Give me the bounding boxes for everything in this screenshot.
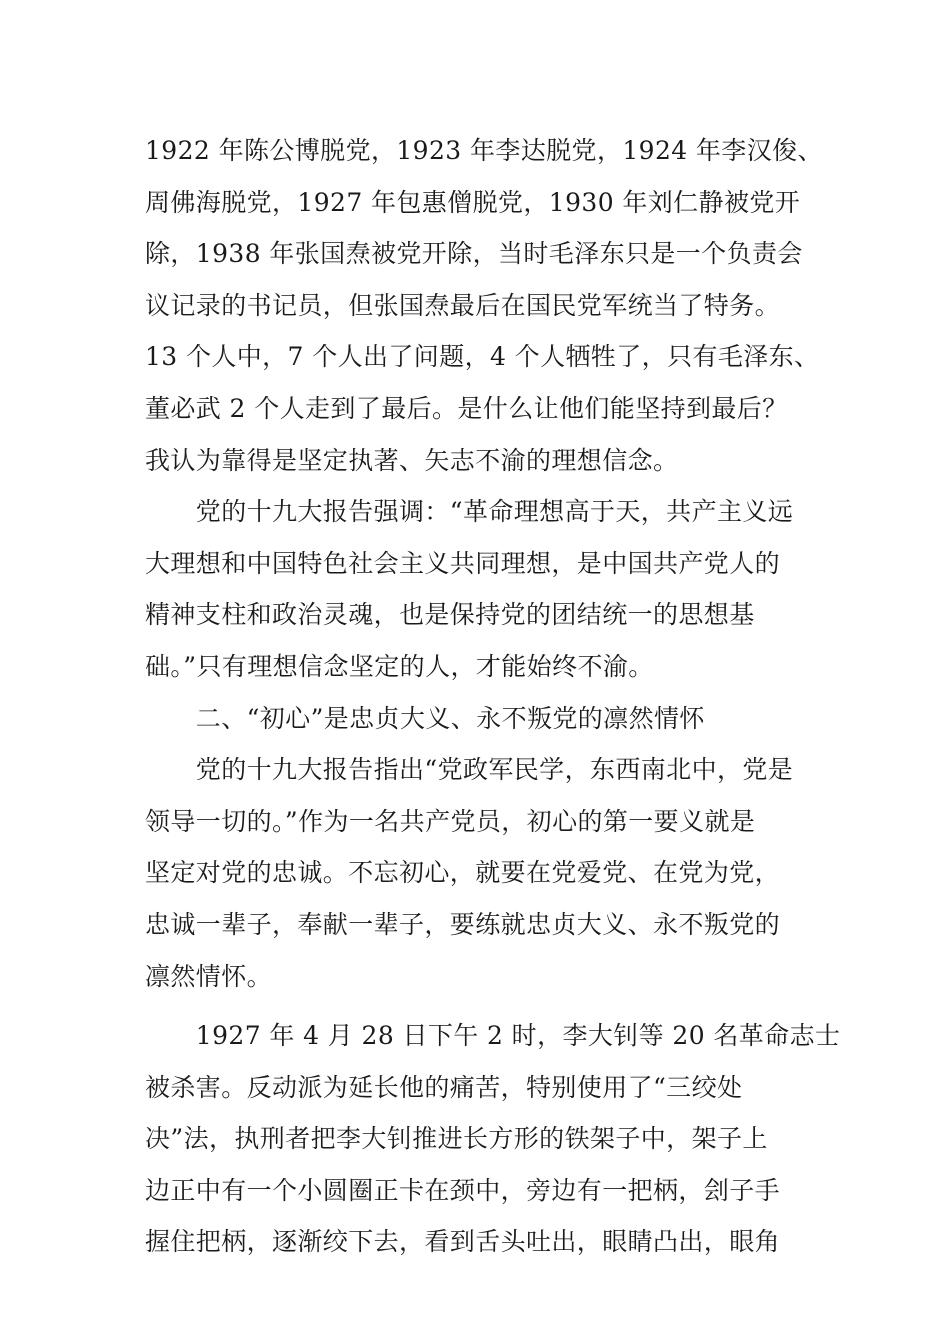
text-line: 1922 年陈公博脱党，1923 年李达脱党，1924 年李汉俊、 (145, 136, 823, 165)
text-line: 1927 年 4 月 28 日下午 2 时，李大钊等 20 名革命志士 (145, 1021, 841, 1051)
text-line: 精神支柱和政治灵魂，也是保持党的团结统一的思想基 (145, 600, 755, 630)
text-line: 议记录的书记员，但张国焘最后在国民党军统当了特务。 (145, 290, 781, 320)
text-line: 党的十九大报告强调：“革命理想高于天，共产主义远 (145, 497, 794, 527)
document-body (145, 125, 841, 1268)
text-line: 决”法，执刑者把李大钊推进长方形的铁架子中，架子上 (145, 1124, 768, 1154)
text-line: 础。”只有理想信念坚定的人，才能始终不渝。 (145, 651, 654, 681)
text-line: 13 个人中，7 个人出了问题，4 个人牺牲了，只有毛泽东、 (145, 342, 820, 372)
text-line: 除，1938 年张国焘被党开除，当时毛泽东只是一个负责会 (145, 239, 803, 269)
text-line: 凛然情怀。 (145, 961, 273, 991)
text-line: 周佛海脱党，1927 年包惠僧脱党，1930 年刘仁静被党开 (145, 187, 801, 217)
text-line: 领导一切的。”作为一名共产党员，初心的第一要义就是 (145, 806, 756, 836)
text-line: 大理想和中国特色社会主义共同理想，是中国共产党人的 (145, 548, 781, 578)
text-line: 坚定对党的忠诚。不忘初心，就要在党爱党、在党为党， (145, 858, 781, 888)
text-line: 董必武 2 个人走到了最后。是什么让他们能坚持到最后？ (145, 393, 788, 423)
text-line: 边正中有一个小圆圈正卡在颈中，旁边有一把柄，刽子手 (145, 1175, 781, 1205)
section-heading: 二、“初心”是忠贞大义、永不叛党的凛然情怀 (145, 703, 705, 733)
text-line: 握住把柄，逐渐绞下去，看到舌头吐出，眼睛凸出，眼角 (145, 1227, 781, 1257)
text-line: 我认为靠得是坚定执著、矢志不渝的理想信念。 (145, 445, 679, 475)
text-line: 忠诚一辈子，奉献一辈子，要练就忠贞大义、永不叛党的 (145, 909, 781, 939)
text-line: 党的十九大报告指出“党政军民学，东西南北中，党是 (145, 755, 794, 785)
text-line: 被杀害。反动派为延长他的痛苦，特别使用了“三绞处 (145, 1072, 743, 1102)
